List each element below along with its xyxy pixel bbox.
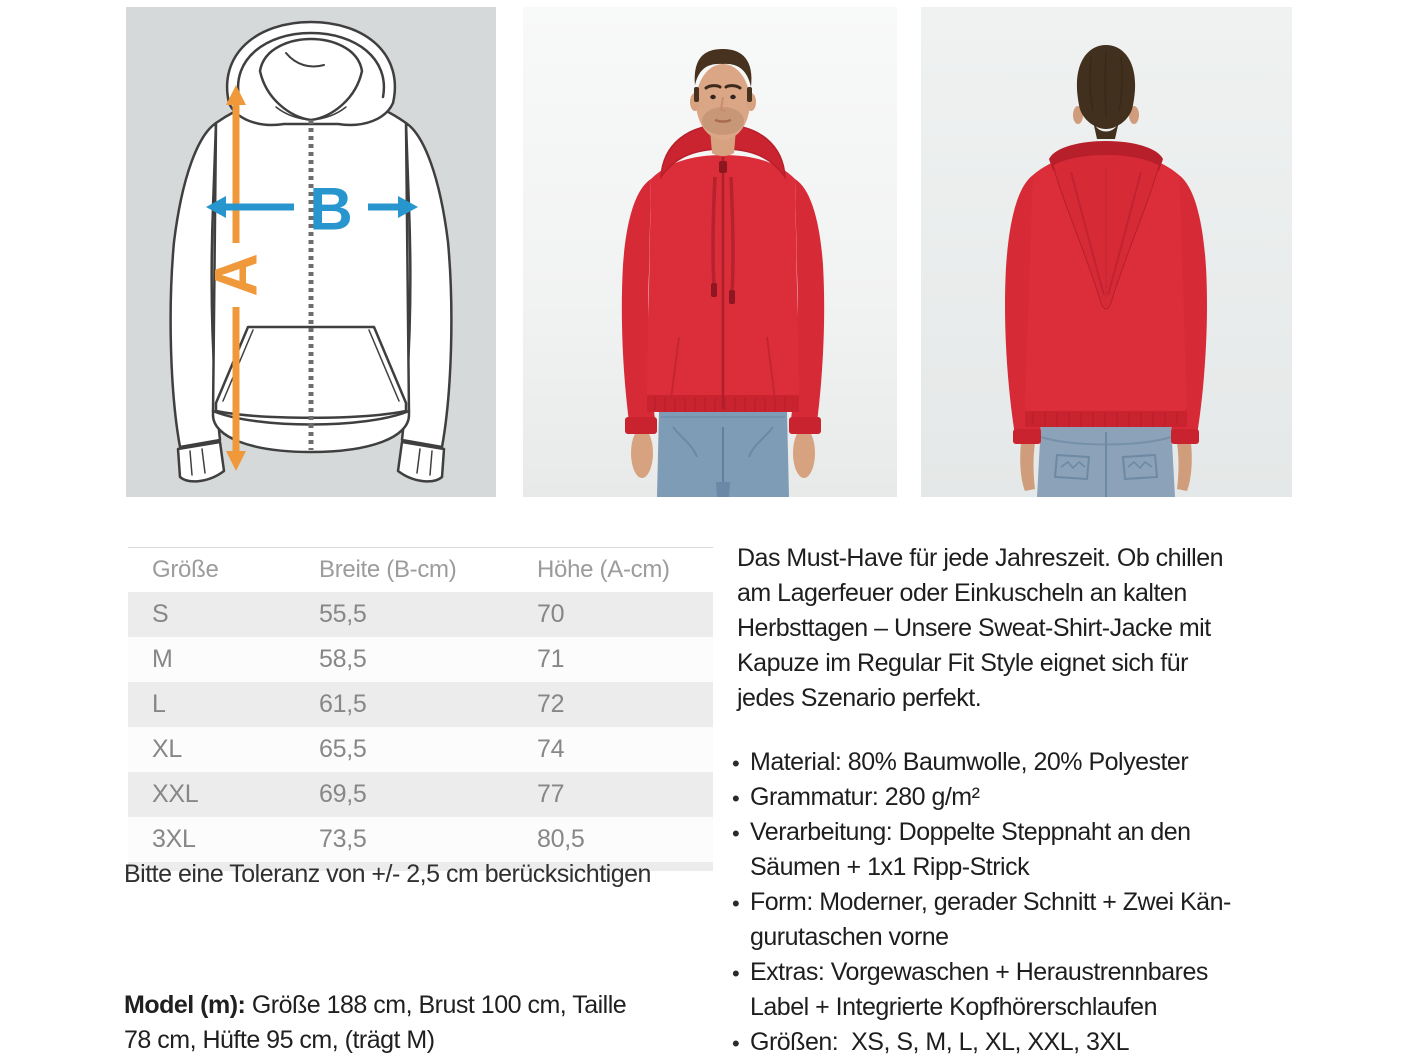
- table-row: [128, 817, 713, 862]
- table-cell: 80,5: [537, 825, 585, 853]
- size-table-body: [128, 592, 713, 862]
- model-info-line1: Model (m): Größe 188 cm, Brust 100 cm, Taille: [124, 991, 627, 1019]
- product-photo-front: [523, 7, 897, 497]
- product-photo-back: [921, 7, 1292, 497]
- left-hand: [631, 428, 653, 478]
- feature-line: • Material: 80% Baumwolle, 20% Polyester: [750, 748, 1189, 776]
- description-line: Kapuze im Regular Fit Style eignet sich für: [737, 649, 1188, 677]
- table-row: [128, 637, 713, 682]
- right-eye: [730, 95, 736, 99]
- feature-item: [732, 780, 1231, 815]
- feature-line: Säumen + 1x1 Ripp-Strick: [750, 853, 1030, 881]
- feature-line: • Extras: Vorgewaschen + Heraustrennbares: [750, 958, 1208, 986]
- size-table-header-row: [128, 548, 713, 593]
- table-cell: 74: [537, 735, 565, 763]
- table-cell: 61,5: [319, 690, 367, 718]
- description-paragraph: [737, 541, 1223, 716]
- red-hoodie-back: [1005, 141, 1207, 444]
- model-front-illustration: [523, 7, 897, 497]
- table-cell: 58,5: [319, 645, 367, 673]
- table-row: [128, 592, 713, 637]
- feature-list: [732, 745, 1231, 1060]
- table-row: [128, 727, 713, 772]
- description-line: Das Must-Have für jede Jahreszeit. Ob chillen: [737, 544, 1224, 572]
- drawstring-right: [731, 177, 733, 292]
- left-eye: [710, 95, 716, 99]
- model-info-label: Model (m):: [124, 991, 246, 1019]
- table-cell: 77: [537, 780, 565, 808]
- description-line: am Lagerfeuer oder Einkuscheln an kalten: [737, 579, 1187, 607]
- table-cell: 65,5: [319, 735, 367, 763]
- description-line: jedes Szenario perfekt.: [737, 684, 982, 712]
- model-info-line2: 78 cm, Hüfte 95 cm, (trägt M): [124, 1026, 435, 1054]
- table-cell: S: [152, 600, 169, 628]
- table-cell: 73,5: [319, 825, 367, 853]
- model-info: [124, 988, 626, 1058]
- table-cell: 3XL: [152, 825, 196, 853]
- jeans-front: [657, 411, 789, 497]
- feature-item: [732, 1025, 1231, 1060]
- size-table: [128, 547, 713, 862]
- zipper-pull: [719, 161, 727, 173]
- feature-line: • Verarbeitung: Doppelte Steppnaht an den: [750, 818, 1191, 846]
- column-header: Größe: [152, 556, 219, 583]
- measure-a-label: A: [202, 253, 270, 297]
- feature-item: [732, 885, 1231, 955]
- hoodie-measurement-diagram: [126, 7, 496, 497]
- table-row: [128, 682, 713, 727]
- feature-line: • Größen: XS, S, M, L, XL, XXL, 3XL: [750, 1028, 1130, 1056]
- table-cell: 70: [537, 600, 565, 628]
- table-cell: L: [152, 690, 166, 718]
- feature-line: • Form: Moderner, gerader Schnitt + Zwei Kän-: [750, 888, 1231, 916]
- table-cell: XXL: [152, 780, 199, 808]
- size-table-section: [128, 547, 713, 871]
- feature-item: [732, 745, 1231, 780]
- drawstring-left: [713, 177, 715, 285]
- feature-item: [732, 815, 1231, 885]
- column-header: Höhe (A-cm): [537, 556, 670, 583]
- table-cell: 69,5: [319, 780, 367, 808]
- table-row: [128, 772, 713, 817]
- tolerance-note: Bitte eine Toleranz von +/- 2,5 cm berücksichtigen: [124, 860, 651, 888]
- table-cell: 71: [537, 645, 565, 673]
- table-cell: M: [152, 645, 173, 673]
- feature-line: gurutaschen vorne: [750, 923, 949, 951]
- jeans-back: [1037, 423, 1175, 497]
- feature-item: [732, 955, 1231, 1025]
- feature-line: Label + Integrierte Kopfhörerschlaufen: [750, 993, 1157, 1021]
- right-hand: [793, 428, 815, 478]
- size-diagram-panel: [126, 7, 496, 497]
- feature-line: • Grammatur: 280 g/m²: [750, 783, 980, 811]
- table-cell: 55,5: [319, 600, 367, 628]
- measure-b-label: B: [309, 175, 353, 243]
- description-line: Herbsttagen – Unsere Sweat-Shirt-Jacke mit: [737, 614, 1211, 642]
- table-cell: XL: [152, 735, 182, 763]
- column-header: Breite (B-cm): [319, 556, 457, 583]
- model-back-illustration: [921, 7, 1292, 497]
- table-cell: 72: [537, 690, 565, 718]
